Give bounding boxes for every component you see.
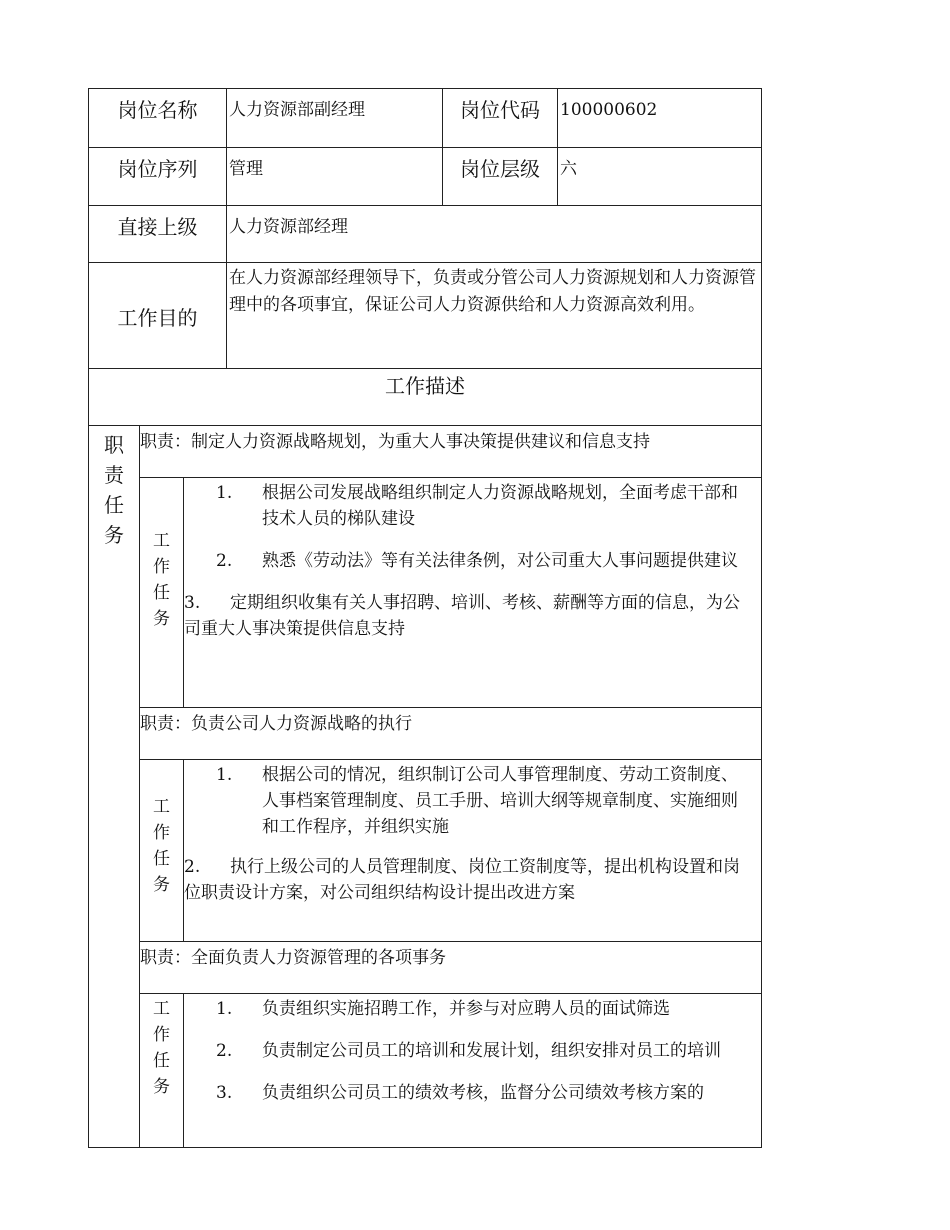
purpose-value: 在人力资源部经理领导下，负责或分管公司人力资源规划和人力资源管理中的各项事宜，保证公司人力资源供给和人力资源高效利用。 (227, 263, 762, 369)
position-series-value: 管理 (227, 148, 443, 206)
work-task-label: 工 作 任 务 (140, 478, 184, 708)
row-position-name (89, 89, 762, 148)
row-description-title (89, 369, 762, 426)
duty-row (89, 708, 762, 760)
task-item: 1. 根据公司的情况，组织制订公司人事管理制度、劳动工资制度、人事档案管理制度、员工手册、培训大纲等规章制度、实施细则和工作程序，并组织实施 (216, 765, 738, 837)
purpose-label: 工作目的 (89, 263, 227, 369)
position-level-label: 岗位层级 (443, 148, 558, 206)
task-list (184, 478, 762, 708)
position-series-label: 岗位序列 (89, 148, 227, 206)
task-item: 1. 根据公司发展战略组织制定人力资源战略规划，全面考虑干部和技术人员的梯队建设 (216, 483, 738, 529)
row-purpose (89, 263, 762, 369)
position-code-value: 100000602 (558, 89, 762, 148)
description-title: 工作描述 (89, 369, 762, 426)
task-row (89, 760, 762, 942)
task-row (89, 478, 762, 708)
position-level-value: 六 (558, 148, 762, 206)
job-description-table (88, 88, 762, 1148)
work-task-label: 工 作 任 务 (140, 994, 184, 1148)
duty-text: 职责：全面负责人力资源管理的各项事务 (140, 942, 762, 994)
duty-text: 职责：制定人力资源战略规划，为重大人事决策提供建议和信息支持 (140, 426, 762, 478)
task-item: 2. 负责制定公司员工的培训和发展计划，组织安排对员工的培训 (216, 1041, 721, 1061)
supervisor-label: 直接上级 (89, 206, 227, 263)
task-item: 2. 熟悉《劳动法》等有关法律条例，对公司重大人事问题提供建议 (216, 551, 738, 571)
work-task-label: 工 作 任 务 (140, 760, 184, 942)
task-list (184, 760, 762, 942)
responsibility-task-label: 职 责 任 务 (89, 426, 140, 1148)
task-item: 2. 执行上级公司的人员管理制度、岗位工资制度等，提出机构设置和岗位职责设计方案，对公司组织结构设计提出改进方案 (184, 857, 740, 903)
duty-text: 职责：负责公司人力资源战略的执行 (140, 708, 762, 760)
task-item: 1. 负责组织实施招聘工作，并参与对应聘人员的面试筛选 (216, 999, 670, 1019)
duty-row (89, 426, 762, 478)
position-name-label: 岗位名称 (89, 89, 227, 148)
position-name-value: 人力资源部副经理 (227, 89, 443, 148)
supervisor-value: 人力资源部经理 (227, 206, 762, 263)
task-item: 3. 定期组织收集有关人事招聘、培训、考核、薪酬等方面的信息，为公司重大人事决策提供信息支持 (184, 593, 740, 639)
task-list (184, 994, 762, 1148)
row-supervisor (89, 206, 762, 263)
duty-row (89, 942, 762, 994)
task-row (89, 994, 762, 1148)
row-position-series (89, 148, 762, 206)
task-item: 3. 负责组织公司员工的绩效考核，监督分公司绩效考核方案的 (216, 1083, 704, 1103)
position-code-label: 岗位代码 (443, 89, 558, 148)
